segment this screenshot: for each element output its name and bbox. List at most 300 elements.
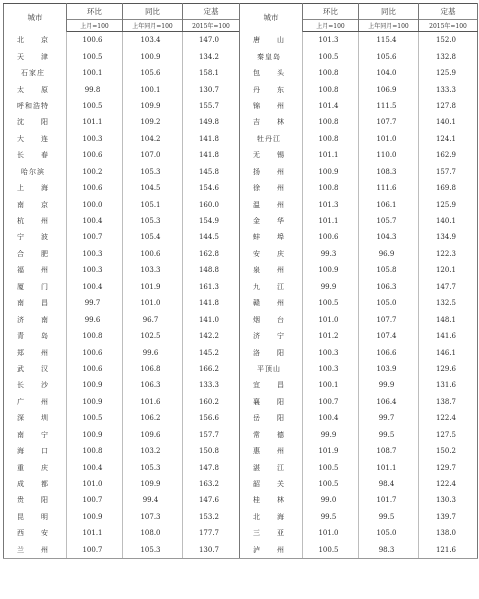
right-mom-cell: 101.4 <box>303 98 359 114</box>
price-index-table <box>3 3 478 559</box>
right-mom-cell: 100.8 <box>303 114 359 130</box>
left-fixed-cell: 161.3 <box>183 279 240 295</box>
right-mom-cell: 100.8 <box>303 81 359 97</box>
left-yoy-cell: 106.2 <box>123 410 183 426</box>
right-fixed-cell: 162.9 <box>419 147 478 163</box>
right-city-cell: 常 德 <box>240 427 303 443</box>
right-fixed-cell: 157.7 <box>419 164 478 180</box>
right-mom-cell: 100.8 <box>303 180 359 196</box>
table-row <box>4 164 478 180</box>
left-city-cell: 兰 州 <box>4 542 67 559</box>
right-city-cell: 惠 州 <box>240 443 303 459</box>
left-fixed-cell: 147.0 <box>183 32 240 49</box>
right-fixed-cell: 129.7 <box>419 459 478 475</box>
left-fixed-cell: 157.7 <box>183 427 240 443</box>
left-yoy-cell: 103.2 <box>123 443 183 459</box>
table-row <box>4 48 478 64</box>
left-mom-cell: 100.8 <box>67 328 123 344</box>
right-city-cell: 扬 州 <box>240 164 303 180</box>
left-yoy-cell: 109.6 <box>123 427 183 443</box>
table-row <box>4 262 478 278</box>
table-row <box>4 492 478 508</box>
table-row <box>4 361 478 377</box>
right-fixed-cell: 169.8 <box>419 180 478 196</box>
table-row <box>4 98 478 114</box>
right-yoy-cell: 106.1 <box>359 196 419 212</box>
right-fixed-cell: 140.1 <box>419 213 478 229</box>
left-mom-cell: 100.0 <box>67 196 123 212</box>
right-city-cell: 吉 林 <box>240 114 303 130</box>
left-fixed-cell: 141.8 <box>183 147 240 163</box>
table-row <box>4 311 478 327</box>
right-fixed-cell: 133.3 <box>419 81 478 97</box>
left-yoy-cell: 100.9 <box>123 48 183 64</box>
left-city-cell: 哈尔滨 <box>4 164 67 180</box>
yoy-header-right: 同比 <box>359 4 419 20</box>
left-fixed-cell: 149.8 <box>183 114 240 130</box>
right-yoy-cell: 111.6 <box>359 180 419 196</box>
left-city-cell: 天 津 <box>4 48 67 64</box>
table-row <box>4 114 478 130</box>
right-fixed-cell: 139.7 <box>419 509 478 525</box>
right-city-cell: 丹 东 <box>240 81 303 97</box>
left-fixed-cell: 147.6 <box>183 492 240 508</box>
left-fixed-cell: 141.8 <box>183 295 240 311</box>
right-fixed-cell: 140.1 <box>419 114 478 130</box>
table-row <box>4 65 478 81</box>
left-fixed-cell: 158.1 <box>183 65 240 81</box>
left-yoy-cell: 96.7 <box>123 311 183 327</box>
right-yoy-cell: 105.8 <box>359 262 419 278</box>
right-yoy-cell: 111.5 <box>359 98 419 114</box>
right-fixed-cell: 120.1 <box>419 262 478 278</box>
left-city-cell: 重 庆 <box>4 459 67 475</box>
right-mom-cell: 100.9 <box>303 262 359 278</box>
left-mom-cell: 100.1 <box>67 65 123 81</box>
left-yoy-cell: 108.0 <box>123 525 183 541</box>
table-row <box>4 295 478 311</box>
left-yoy-cell: 109.2 <box>123 114 183 130</box>
left-yoy-cell: 105.1 <box>123 196 183 212</box>
left-yoy-cell: 109.9 <box>123 98 183 114</box>
left-city-cell: 福 州 <box>4 262 67 278</box>
left-city-cell: 沈 阳 <box>4 114 67 130</box>
right-yoy-cell: 107.7 <box>359 114 419 130</box>
right-fixed-cell: 122.4 <box>419 476 478 492</box>
right-fixed-cell: 132.5 <box>419 295 478 311</box>
right-mom-cell: 100.3 <box>303 361 359 377</box>
table-row <box>4 476 478 492</box>
left-mom-cell: 100.8 <box>67 443 123 459</box>
right-fixed-cell: 146.1 <box>419 344 478 360</box>
right-fixed-cell: 124.1 <box>419 131 478 147</box>
right-yoy-cell: 99.5 <box>359 427 419 443</box>
yoy-header-left: 同比 <box>123 4 183 20</box>
left-mom-cell: 100.5 <box>67 48 123 64</box>
left-yoy-cell: 101.9 <box>123 279 183 295</box>
right-city-cell: 济 宁 <box>240 328 303 344</box>
left-fixed-cell: 130.7 <box>183 81 240 97</box>
left-fixed-cell: 155.7 <box>183 98 240 114</box>
left-city-cell: 呼和浩特 <box>4 98 67 114</box>
left-city-cell: 南 宁 <box>4 427 67 443</box>
left-city-cell: 石家庄 <box>4 65 67 81</box>
right-mom-cell: 100.5 <box>303 459 359 475</box>
left-city-cell: 昆 明 <box>4 509 67 525</box>
right-city-cell: 宜 昌 <box>240 377 303 393</box>
right-city-cell: 无 锡 <box>240 147 303 163</box>
right-fixed-cell: 127.8 <box>419 98 478 114</box>
table-row <box>4 328 478 344</box>
table-row <box>4 32 478 49</box>
left-fixed-cell: 145.8 <box>183 164 240 180</box>
right-city-cell: 三 亚 <box>240 525 303 541</box>
right-mom-cell: 101.3 <box>303 32 359 49</box>
right-city-cell: 湛 江 <box>240 459 303 475</box>
left-fixed-cell: 133.3 <box>183 377 240 393</box>
left-mom-cell: 100.4 <box>67 213 123 229</box>
left-yoy-cell: 103.3 <box>123 262 183 278</box>
table-row <box>4 180 478 196</box>
left-city-cell: 太 原 <box>4 81 67 97</box>
right-mom-cell: 100.5 <box>303 295 359 311</box>
right-mom-cell: 100.4 <box>303 410 359 426</box>
right-mom-cell: 101.1 <box>303 147 359 163</box>
right-yoy-cell: 101.7 <box>359 492 419 508</box>
left-city-cell: 广 州 <box>4 394 67 410</box>
left-mom-cell: 100.3 <box>67 131 123 147</box>
left-city-cell: 贵 阳 <box>4 492 67 508</box>
left-mom-cell: 100.6 <box>67 32 123 49</box>
right-yoy-cell: 105.0 <box>359 295 419 311</box>
left-city-cell: 北 京 <box>4 32 67 49</box>
right-city-cell: 韶 关 <box>240 476 303 492</box>
left-fixed-cell: 177.7 <box>183 525 240 541</box>
left-mom-cell: 100.6 <box>67 180 123 196</box>
left-yoy-cell: 105.3 <box>123 213 183 229</box>
left-city-cell: 上 海 <box>4 180 67 196</box>
right-mom-cell: 101.1 <box>303 213 359 229</box>
right-yoy-cell: 105.0 <box>359 525 419 541</box>
left-fixed-cell: 130.7 <box>183 542 240 559</box>
left-yoy-cell: 99.4 <box>123 492 183 508</box>
right-mom-cell: 100.8 <box>303 65 359 81</box>
right-city-cell: 牡丹江 <box>240 131 303 147</box>
left-fixed-cell: 134.2 <box>183 48 240 64</box>
left-fixed-cell: 160.0 <box>183 196 240 212</box>
right-mom-cell: 100.5 <box>303 48 359 64</box>
table-row <box>4 443 478 459</box>
right-city-cell: 秦皇岛 <box>240 48 303 64</box>
right-yoy-cell: 99.5 <box>359 509 419 525</box>
right-city-cell: 安 庆 <box>240 246 303 262</box>
right-yoy-cell: 106.3 <box>359 279 419 295</box>
right-fixed-cell: 130.3 <box>419 492 478 508</box>
right-city-cell: 泉 州 <box>240 262 303 278</box>
right-fixed-cell: 150.2 <box>419 443 478 459</box>
left-city-cell: 长 春 <box>4 147 67 163</box>
left-yoy-cell: 105.3 <box>123 164 183 180</box>
left-mom-cell: 100.3 <box>67 262 123 278</box>
left-yoy-cell: 100.6 <box>123 246 183 262</box>
left-fixed-cell: 145.2 <box>183 344 240 360</box>
table-body <box>4 32 478 559</box>
right-mom-cell: 99.3 <box>303 246 359 262</box>
left-yoy-cell: 109.9 <box>123 476 183 492</box>
right-yoy-cell: 106.4 <box>359 394 419 410</box>
right-fixed-cell: 122.3 <box>419 246 478 262</box>
left-mom-cell: 100.7 <box>67 229 123 245</box>
table-row <box>4 229 478 245</box>
fixed-base-right: 2015年=100 <box>419 20 478 32</box>
right-fixed-cell: 147.7 <box>419 279 478 295</box>
right-yoy-cell: 96.9 <box>359 246 419 262</box>
table-row <box>4 147 478 163</box>
right-city-cell: 唐 山 <box>240 32 303 49</box>
left-city-cell: 南 昌 <box>4 295 67 311</box>
left-yoy-cell: 105.3 <box>123 542 183 559</box>
left-city-cell: 杭 州 <box>4 213 67 229</box>
left-yoy-cell: 104.2 <box>123 131 183 147</box>
table-row <box>4 394 478 410</box>
right-mom-cell: 100.5 <box>303 476 359 492</box>
left-fixed-cell: 141.0 <box>183 311 240 327</box>
right-mom-cell: 100.6 <box>303 229 359 245</box>
table-row <box>4 81 478 97</box>
right-yoy-cell: 106.9 <box>359 81 419 97</box>
right-mom-cell: 100.7 <box>303 394 359 410</box>
right-yoy-cell: 105.6 <box>359 48 419 64</box>
right-fixed-cell: 131.6 <box>419 377 478 393</box>
yoy-base-left: 上年同月=100 <box>123 20 183 32</box>
right-fixed-cell: 122.4 <box>419 410 478 426</box>
right-fixed-cell: 134.9 <box>419 229 478 245</box>
right-yoy-cell: 98.3 <box>359 542 419 559</box>
right-city-cell: 平顶山 <box>240 361 303 377</box>
left-fixed-cell: 166.2 <box>183 361 240 377</box>
table-row <box>4 509 478 525</box>
yoy-base-right: 上年同月=100 <box>359 20 419 32</box>
right-fixed-cell: 121.6 <box>419 542 478 559</box>
right-mom-cell: 100.8 <box>303 131 359 147</box>
left-yoy-cell: 103.4 <box>123 32 183 49</box>
left-yoy-cell: 99.6 <box>123 344 183 360</box>
right-city-cell: 徐 州 <box>240 180 303 196</box>
right-yoy-cell: 107.7 <box>359 311 419 327</box>
right-mom-cell: 100.5 <box>303 542 359 559</box>
right-mom-cell: 100.9 <box>303 164 359 180</box>
left-yoy-cell: 100.1 <box>123 81 183 97</box>
table-row <box>4 279 478 295</box>
left-yoy-cell: 105.6 <box>123 65 183 81</box>
left-fixed-cell: 147.8 <box>183 459 240 475</box>
left-mom-cell: 101.1 <box>67 114 123 130</box>
left-mom-cell: 100.9 <box>67 377 123 393</box>
fixed-header-left: 定基 <box>183 4 240 20</box>
left-yoy-cell: 101.0 <box>123 295 183 311</box>
left-mom-cell: 100.5 <box>67 98 123 114</box>
right-city-cell: 蚌 埠 <box>240 229 303 245</box>
fixed-base-left: 2015年=100 <box>183 20 240 32</box>
left-fixed-cell: 162.8 <box>183 246 240 262</box>
left-city-cell: 济 南 <box>4 311 67 327</box>
left-mom-cell: 101.1 <box>67 525 123 541</box>
table-row <box>4 542 478 559</box>
left-mom-cell: 100.4 <box>67 279 123 295</box>
left-mom-cell: 100.9 <box>67 394 123 410</box>
right-fixed-cell: 141.6 <box>419 328 478 344</box>
right-yoy-cell: 103.9 <box>359 361 419 377</box>
left-city-cell: 大 连 <box>4 131 67 147</box>
right-fixed-cell: 129.6 <box>419 361 478 377</box>
left-city-cell: 海 口 <box>4 443 67 459</box>
left-yoy-cell: 105.3 <box>123 459 183 475</box>
table-row <box>4 344 478 360</box>
left-city-cell: 厦 门 <box>4 279 67 295</box>
left-yoy-cell: 107.3 <box>123 509 183 525</box>
left-city-cell: 西 安 <box>4 525 67 541</box>
right-yoy-cell: 107.4 <box>359 328 419 344</box>
right-yoy-cell: 104.0 <box>359 65 419 81</box>
right-city-cell: 锦 州 <box>240 98 303 114</box>
right-mom-cell: 101.0 <box>303 311 359 327</box>
left-yoy-cell: 106.8 <box>123 361 183 377</box>
right-city-cell: 桂 林 <box>240 492 303 508</box>
right-city-cell: 九 江 <box>240 279 303 295</box>
right-city-cell: 襄 阳 <box>240 394 303 410</box>
left-fixed-cell: 153.2 <box>183 509 240 525</box>
left-mom-cell: 100.6 <box>67 147 123 163</box>
left-mom-cell: 100.5 <box>67 410 123 426</box>
left-yoy-cell: 106.3 <box>123 377 183 393</box>
right-fixed-cell: 125.9 <box>419 65 478 81</box>
mom-header-right: 环比 <box>303 4 359 20</box>
left-yoy-cell: 104.5 <box>123 180 183 196</box>
table-row <box>4 377 478 393</box>
left-fixed-cell: 148.8 <box>183 262 240 278</box>
right-mom-cell: 101.0 <box>303 525 359 541</box>
right-city-cell: 赣 州 <box>240 295 303 311</box>
left-fixed-cell: 160.2 <box>183 394 240 410</box>
right-fixed-cell: 148.1 <box>419 311 478 327</box>
left-yoy-cell: 105.4 <box>123 229 183 245</box>
right-yoy-cell: 105.7 <box>359 213 419 229</box>
left-mom-cell: 100.6 <box>67 344 123 360</box>
right-yoy-cell: 115.4 <box>359 32 419 49</box>
right-city-cell: 金 华 <box>240 213 303 229</box>
right-city-cell: 泸 州 <box>240 542 303 559</box>
right-yoy-cell: 108.7 <box>359 443 419 459</box>
table-row <box>4 131 478 147</box>
right-mom-cell: 100.1 <box>303 377 359 393</box>
left-mom-cell: 100.7 <box>67 542 123 559</box>
right-fixed-cell: 138.0 <box>419 525 478 541</box>
left-city-cell: 青 岛 <box>4 328 67 344</box>
left-mom-cell: 99.6 <box>67 311 123 327</box>
right-fixed-cell: 138.7 <box>419 394 478 410</box>
left-fixed-cell: 154.9 <box>183 213 240 229</box>
right-fixed-cell: 132.8 <box>419 48 478 64</box>
right-mom-cell: 99.9 <box>303 427 359 443</box>
right-yoy-cell: 99.9 <box>359 377 419 393</box>
table-row <box>4 213 478 229</box>
right-mom-cell: 101.2 <box>303 328 359 344</box>
right-city-cell: 洛 阳 <box>240 344 303 360</box>
left-city-cell: 郑 州 <box>4 344 67 360</box>
right-mom-cell: 101.3 <box>303 196 359 212</box>
left-city-cell: 南 京 <box>4 196 67 212</box>
left-fixed-cell: 142.2 <box>183 328 240 344</box>
left-yoy-cell: 102.5 <box>123 328 183 344</box>
left-mom-cell: 100.2 <box>67 164 123 180</box>
right-yoy-cell: 101.0 <box>359 131 419 147</box>
table-row <box>4 427 478 443</box>
mom-base-left: 上月=100 <box>67 20 123 32</box>
left-mom-cell: 100.4 <box>67 459 123 475</box>
table-row <box>4 196 478 212</box>
right-mom-cell: 99.0 <box>303 492 359 508</box>
right-mom-cell: 101.9 <box>303 443 359 459</box>
right-city-cell: 北 海 <box>240 509 303 525</box>
table-row <box>4 525 478 541</box>
left-fixed-cell: 144.5 <box>183 229 240 245</box>
left-fixed-cell: 150.8 <box>183 443 240 459</box>
right-fixed-cell: 127.5 <box>419 427 478 443</box>
right-fixed-cell: 152.0 <box>419 32 478 49</box>
right-mom-cell: 99.9 <box>303 279 359 295</box>
right-city-cell: 岳 阳 <box>240 410 303 426</box>
right-yoy-cell: 104.3 <box>359 229 419 245</box>
left-yoy-cell: 101.6 <box>123 394 183 410</box>
right-city-cell: 烟 台 <box>240 311 303 327</box>
table-row <box>4 246 478 262</box>
left-city-cell: 长 沙 <box>4 377 67 393</box>
fixed-header-right: 定基 <box>419 4 478 20</box>
left-city-cell: 武 汉 <box>4 361 67 377</box>
mom-header-left: 环比 <box>67 4 123 20</box>
left-fixed-cell: 141.8 <box>183 131 240 147</box>
right-yoy-cell: 106.6 <box>359 344 419 360</box>
right-fixed-cell: 125.9 <box>419 196 478 212</box>
city-header-left: 城市 <box>4 4 67 32</box>
right-mom-cell: 100.3 <box>303 344 359 360</box>
left-fixed-cell: 163.2 <box>183 476 240 492</box>
left-city-cell: 深 圳 <box>4 410 67 426</box>
right-yoy-cell: 108.3 <box>359 164 419 180</box>
left-city-cell: 宁 波 <box>4 229 67 245</box>
table-header <box>4 4 478 32</box>
right-city-cell: 包 头 <box>240 65 303 81</box>
right-mom-cell: 99.5 <box>303 509 359 525</box>
left-mom-cell: 99.8 <box>67 81 123 97</box>
left-mom-cell: 100.9 <box>67 427 123 443</box>
left-mom-cell: 101.0 <box>67 476 123 492</box>
left-mom-cell: 100.9 <box>67 509 123 525</box>
left-mom-cell: 100.6 <box>67 361 123 377</box>
table-row <box>4 410 478 426</box>
right-yoy-cell: 99.7 <box>359 410 419 426</box>
city-header-right: 城市 <box>240 4 303 32</box>
right-city-cell: 温 州 <box>240 196 303 212</box>
mom-base-right: 上月=100 <box>303 20 359 32</box>
right-yoy-cell: 98.4 <box>359 476 419 492</box>
right-yoy-cell: 110.0 <box>359 147 419 163</box>
left-city-cell: 成 都 <box>4 476 67 492</box>
right-yoy-cell: 101.1 <box>359 459 419 475</box>
left-fixed-cell: 156.6 <box>183 410 240 426</box>
left-mom-cell: 100.3 <box>67 246 123 262</box>
left-city-cell: 合 肥 <box>4 246 67 262</box>
